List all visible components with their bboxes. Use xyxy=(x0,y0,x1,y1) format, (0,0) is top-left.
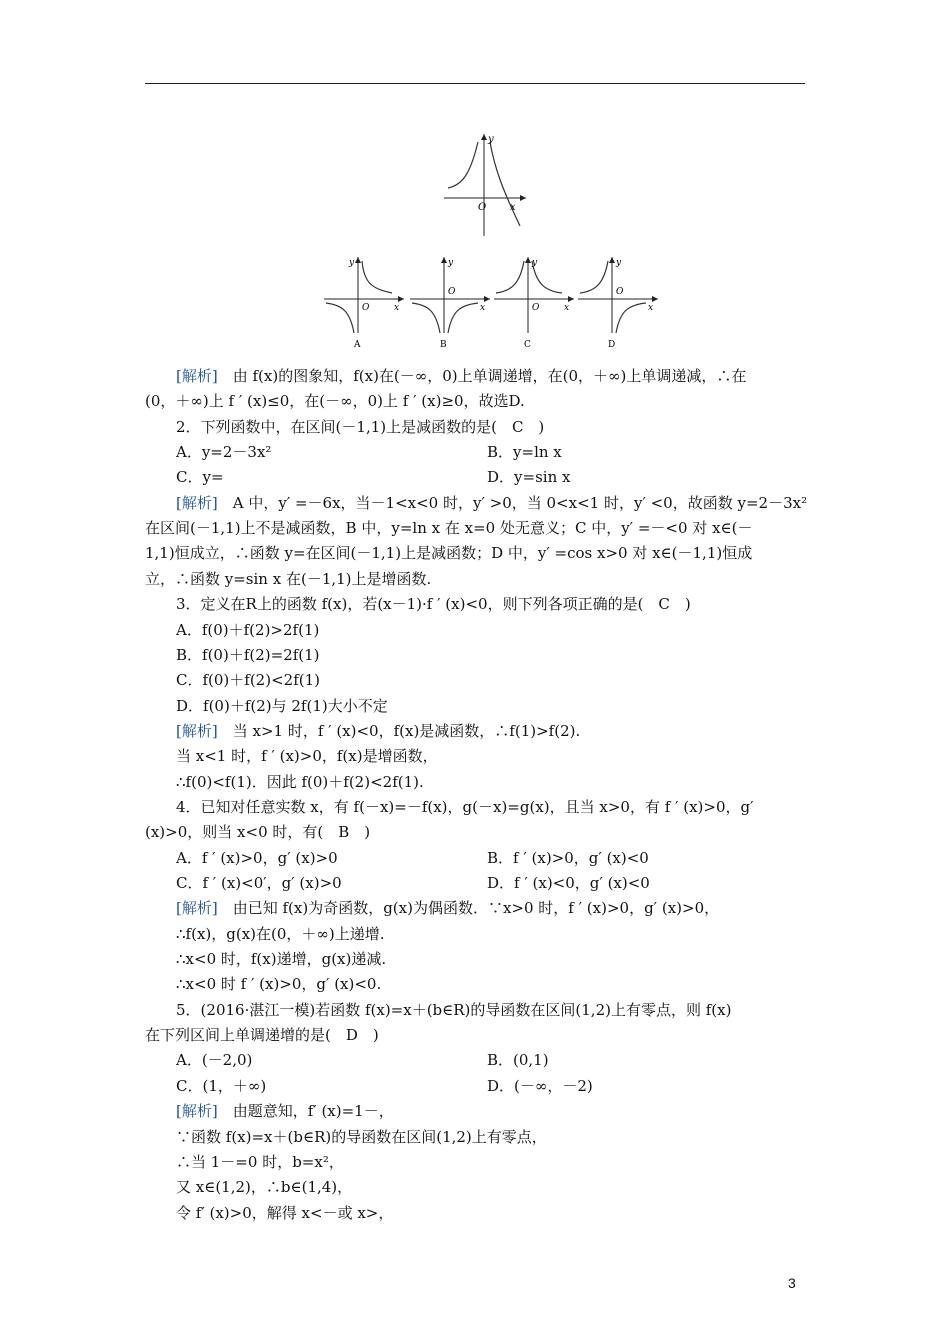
analysis-tag: [解析] xyxy=(176,494,218,512)
option-b-origin: O xyxy=(448,287,456,297)
option-right-column: B．y=ln x xyxy=(487,443,562,461)
line-text: (x)>0，则当 x<0 时，有( B ) xyxy=(145,823,371,841)
line-text: 又 x∈(1,2)，∴b∈(1,4)， xyxy=(176,1178,353,1196)
text-line xyxy=(176,974,381,994)
line-text: B．f(0)＋f(2)=2f(1) xyxy=(176,646,320,664)
line-text: ∴当 1－=0 时，b=x²， xyxy=(176,1153,344,1171)
line-text: 令 f′ (x)>0，解得 x<－或 x>， xyxy=(176,1204,394,1222)
option-d-origin: O xyxy=(616,287,624,297)
text-line xyxy=(176,873,342,893)
option-graph-d xyxy=(576,253,662,349)
line-text: 由已知 f(x)为奇函数，g(x)为偶函数．∵x>0 时，f ′ (x)>0，g′ (x)>0， xyxy=(217,899,720,917)
text-line xyxy=(176,1203,393,1223)
text-line xyxy=(176,493,807,513)
text-line xyxy=(176,594,691,614)
line-text: C．f(0)＋f(2)<2f(1) xyxy=(176,671,320,689)
option-c-label: C xyxy=(524,340,531,349)
line-text: A．f(0)＋f(2)>2f(1) xyxy=(176,621,320,639)
text-line xyxy=(176,949,386,969)
option-right-column: B．(0,1) xyxy=(487,1051,549,1069)
line-text: ∴x<0 时，f(x)递增，g(x)递减. xyxy=(176,950,387,968)
line-text: 当 x<1 时，f ′ (x)>0，f(x)是增函数， xyxy=(176,747,438,765)
option-a-origin: O xyxy=(362,303,370,313)
option-c-y-label: y xyxy=(532,258,538,268)
text-line xyxy=(176,1177,352,1197)
analysis-tag: [解析] xyxy=(176,899,218,917)
line-text: 当 x>1 时，f ′ (x)<0，f(x)是减函数，∴f(1)>f(2). xyxy=(217,722,581,740)
main-y-label: y xyxy=(488,134,494,145)
option-d-x-label: x xyxy=(648,303,654,313)
option-c-origin: O xyxy=(532,303,540,313)
text-line xyxy=(176,772,424,792)
analysis-tag: [解析] xyxy=(176,367,218,385)
line-text: A．y=2－3x² xyxy=(176,443,272,461)
line-text: A 中，y′ =－6x，当－1<x<0 时，y′ >0，当 0<x<1 时，y′ <0，故函数 y=2－3x² xyxy=(217,494,808,512)
text-line xyxy=(145,518,752,538)
page-number: 3 xyxy=(788,1275,796,1291)
option-right-column: B．f ′ (x)>0，g′ (x)<0 xyxy=(487,849,649,867)
line-text: 3．定义在R上的函数 f(x)，若(x－1)·f ′ (x)<0，则下列各项正确的是( C ) xyxy=(176,595,691,613)
analysis-tag: [解析] xyxy=(176,722,218,740)
text-line xyxy=(176,696,388,716)
option-b-x-label: x xyxy=(480,303,486,313)
line-text: ∴x<0 时 f ′ (x)>0，g′ (x)<0. xyxy=(176,975,382,993)
option-d-label: D xyxy=(608,340,616,349)
text-line xyxy=(176,366,746,386)
text-line xyxy=(176,1076,266,1096)
text-line xyxy=(176,645,320,665)
option-a-label: A xyxy=(354,340,361,349)
line-text: ∵函数 f(x)=x＋(b∈R)的导函数在区间(1,2)上有零点， xyxy=(176,1128,547,1146)
line-text: 立，∴函数 y=sin x 在(－1,1)上是增函数. xyxy=(145,570,432,588)
text-line xyxy=(145,822,370,842)
option-b-label: B xyxy=(440,340,447,349)
text-line xyxy=(176,721,580,741)
option-right-column: D．(－∞，－2) xyxy=(487,1077,593,1095)
line-text: 由 f(x)的图象知，f(x)在(－∞，0)上单调递增，在(0，＋∞)上单调递减，∴在 xyxy=(217,367,747,385)
option-graph-c xyxy=(492,253,578,349)
text-line xyxy=(176,620,319,640)
text-line xyxy=(176,746,438,766)
option-d-y-label: y xyxy=(616,258,622,268)
main-x-label: x xyxy=(510,202,516,213)
text-line xyxy=(176,417,544,437)
line-text: 在下列区间上单调递增的是( D ) xyxy=(145,1026,379,1044)
line-text: ∴f(0)<f(1)．因此 f(0)＋f(2)<2f(1). xyxy=(176,773,424,791)
line-text: C．f ′ (x)<0′，g′ (x)>0 xyxy=(176,874,342,892)
text-line xyxy=(176,848,338,868)
line-text: (0，＋∞)上 f ′ (x)≤0，在(－∞，0)上 f ′ (x)≥0，故选D. xyxy=(145,392,525,410)
text-line xyxy=(176,442,271,462)
line-text: 5．(2016·湛江一模)若函数 f(x)=x＋(b∈R)的导函数在区间(1,2)上有零点，则 f(x) xyxy=(176,1001,732,1019)
line-text: C．(1，＋∞) xyxy=(176,1077,267,1095)
main-origin-label: O xyxy=(478,202,487,213)
text-line xyxy=(145,569,431,589)
line-text: D．f(0)＋f(2)与 2f(1)大小不定 xyxy=(176,697,388,715)
header-rule xyxy=(145,83,805,84)
text-line xyxy=(176,924,385,944)
option-graph-b xyxy=(408,253,494,349)
option-right-column: D．y=sin x xyxy=(487,468,571,486)
line-text: 1,1)恒成立，∴函数 y=在区间(－1,1)上是减函数；D 中，y′ =cos x>0 对 x∈(－1,1)恒成 xyxy=(145,544,753,562)
line-text: ∴f(x)，g(x)在(0，＋∞)上递增. xyxy=(176,925,385,943)
text-line xyxy=(176,1152,344,1172)
line-text: 4．已知对任意实数 x，有 f(－x)=－f(x)，g(－x)=g(x)，且当 x>0，有 f ′ (x)>0，g′ xyxy=(176,798,754,816)
main-graph xyxy=(440,130,530,240)
option-b-y-label: y xyxy=(448,258,454,268)
option-a-y-label: y xyxy=(349,258,355,268)
text-line xyxy=(176,797,754,817)
text-line xyxy=(176,467,224,487)
option-a-x-label: x xyxy=(394,303,400,313)
text-line xyxy=(145,391,525,411)
line-text: A．(－2,0) xyxy=(176,1051,253,1069)
line-text: 在区间(－1,1)上不是减函数，B 中，y=ln x 在 x=0 处无意义；C 中，y′ =－<0 对 x∈(－ xyxy=(145,519,753,537)
text-line xyxy=(176,1101,394,1121)
line-text: 由题意知，f′ (x)=1－， xyxy=(217,1102,394,1120)
line-text: 2．下列函数中，在区间(－1,1)上是减函数的是( C ) xyxy=(176,418,545,436)
option-c-x-label: x xyxy=(564,303,570,313)
text-line xyxy=(145,543,752,563)
line-text: A．f ′ (x)>0，g′ (x)>0 xyxy=(176,849,338,867)
text-line xyxy=(176,1127,547,1147)
line-text: C．y= xyxy=(176,468,224,486)
text-line xyxy=(176,1000,731,1020)
text-line xyxy=(176,1050,252,1070)
text-line xyxy=(176,670,320,690)
text-line xyxy=(145,1025,379,1045)
option-right-column: D．f ′ (x)<0，g′ (x)<0 xyxy=(487,874,650,892)
analysis-tag: [解析] xyxy=(176,1102,218,1120)
text-line xyxy=(176,898,719,918)
option-graph-a xyxy=(322,253,408,349)
